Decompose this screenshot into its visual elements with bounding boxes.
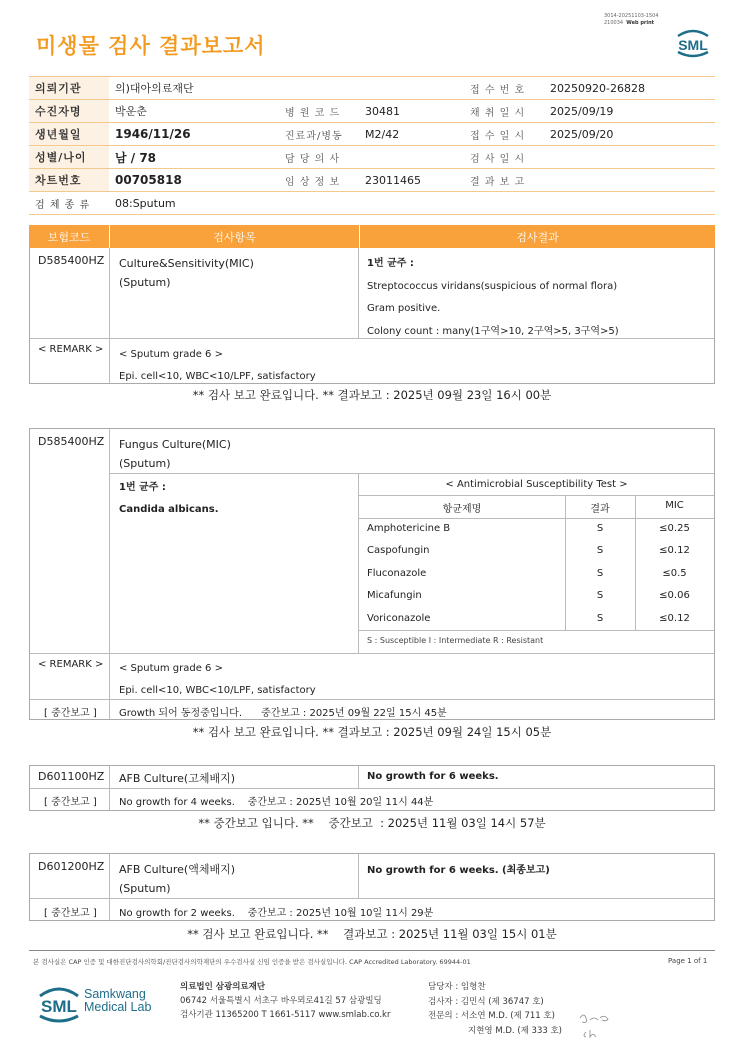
organization-info: 의료법인 삼광의료재단 06742 서울특별시 서초구 바우뫼로41길 57 삼광빌딩 검사기관 11365200 T 1661-5117 www.smlab.co.kr	[180, 982, 391, 1020]
staff-info: 담당자 : 임형찬 검사자 : 김민식 (제 36747 호) 전문의 : 서소연 M.D. (제 711 호) 지현영 M.D. (제 333 호)	[428, 982, 563, 1036]
ast-header-mic: MIC	[665, 500, 684, 511]
label: 성별/나이	[29, 146, 109, 169]
remark-text: < Sputum grade 6 > Epi. cell<10, WBC<10/LPF, satisfactory	[119, 663, 316, 696]
value: 1946/11/26	[109, 123, 279, 146]
col-item-header: 검사항목	[109, 225, 359, 248]
ast-result: S	[596, 545, 604, 557]
value: 의)대아의료재단	[109, 77, 464, 100]
label: 검 사 일 시	[464, 146, 544, 169]
result-block-2	[29, 428, 715, 720]
interim-label: [ 중간보고 ]	[44, 797, 97, 808]
result-block-1	[29, 248, 715, 384]
interim-text: Growth 되어 동정중입니다. 중간보고 : 2025년 09월 22일 15시 45분	[119, 708, 447, 719]
result-block-4	[29, 853, 715, 921]
ast-header-drug: 항균제명	[442, 504, 482, 515]
remark-text: < Sputum grade 6 > Epi. cell<10, WBC<10/LPF, satisfactory	[119, 349, 316, 382]
test-code: D601100HZ	[38, 770, 105, 783]
test-result: 1번 균주 : Streptococcus viridans(suspicious of normal flora) Gram positive. Colony count : many(1구역>10, 2구역>5, 3구역>5)	[367, 258, 619, 337]
ast-drug: Voriconazole	[367, 612, 431, 624]
ast-title: < Antimicrobial Susceptibility Test >	[359, 474, 714, 496]
value: 08:Sputum	[109, 192, 715, 215]
ast-drug: Micafungin	[367, 590, 422, 602]
report-title: 미생물 검사 결과보고서	[36, 34, 266, 58]
page-number: Page 1 of 1	[668, 957, 708, 965]
test-item: AFB Culture(액체배지) (Sputum)	[119, 863, 236, 895]
test-item: Fungus Culture(MIC) (Sputum)	[119, 438, 231, 470]
test-code: D585400HZ	[38, 435, 105, 448]
value: M2/42	[359, 123, 464, 146]
test-code: D601200HZ	[38, 860, 105, 873]
label: 임 상 정 보	[279, 169, 359, 192]
value: 23011465	[359, 169, 464, 192]
report-complete-4: ** 검사 보고 완료입니다. ** 결과보고 : 2025년 11월 03일 15시 01분	[187, 927, 557, 941]
interim-complete-3: ** 중간보고 입니다. ** 중간보고 : 2025년 11월 03일 14시 57분	[198, 816, 546, 830]
accreditation-note: 본 검사실은 CAP 인증 및 대한진단검사의학회/진단검사의학재단의 우수검사실 신임 인증을 받은 검사실입니다. CAP Accredited Laboratory. 69944-01	[33, 958, 471, 966]
ast-result: S	[596, 523, 604, 534]
value: 박운춘	[109, 100, 279, 123]
ast-legend: S : Susceptible I : Intermediate R : Resistant	[367, 636, 544, 645]
report-complete-1: ** 검사 보고 완료입니다. ** 결과보고 : 2025년 09월 23일 16시 00분	[192, 388, 552, 402]
document-code: 3014-20251103-1504 210034 Web print	[604, 13, 659, 26]
interim-text: No growth for 4 weeks. 중간보고 : 2025년 10월 20일 11시 44분	[119, 797, 434, 808]
ast-result: S	[596, 612, 604, 624]
ast-mic: ≤0.12	[659, 612, 690, 624]
ast-result: S	[596, 567, 604, 579]
sml-logo-text: SML	[678, 37, 708, 53]
label: 진료과/병동	[279, 123, 359, 146]
value	[544, 169, 715, 192]
label: 담 당 의 사	[279, 146, 359, 169]
interim-label: [ 중간보고 ]	[44, 708, 97, 719]
ast-mic: ≤0.25	[659, 523, 690, 534]
label: 생년월일	[29, 123, 109, 146]
label: 결 과 보 고	[464, 169, 544, 192]
interim-text: No growth for 2 weeks. 중간보고 : 2025년 10월 10일 11시 29분	[119, 908, 434, 919]
col-result-header: 검사결과	[359, 225, 715, 248]
value: 20250920-26828	[544, 77, 715, 100]
col-code-header: 보험코드	[47, 230, 91, 244]
strain: 1번 균주 : Candida albicans.	[119, 482, 219, 515]
sml-logo-text: SML	[41, 997, 77, 1016]
label: 차트번호	[29, 169, 109, 192]
label: 수진자명	[29, 100, 109, 123]
ast-drug: Amphotericine B	[367, 523, 451, 534]
label: 채 취 일 시	[464, 100, 544, 123]
ast-result: S	[596, 590, 604, 602]
label: 접 수 일 시	[464, 123, 544, 146]
ast-mic: ≤0.06	[659, 590, 690, 602]
interim-label: [ 중간보고 ]	[44, 908, 97, 919]
ast-drug: Caspofungin	[367, 545, 430, 557]
value: 00705818	[109, 169, 279, 192]
test-result: No growth for 6 weeks.	[367, 771, 499, 782]
remark-label: < REMARK >	[38, 344, 104, 355]
report-complete-2: ** 검사 보고 완료입니다. ** 결과보고 : 2025년 09월 24일 15시 05분	[192, 725, 552, 739]
label: 병 원 코 드	[279, 100, 359, 123]
sml-logo-icon	[672, 24, 714, 58]
value	[544, 146, 715, 169]
value: 2025/09/20	[544, 123, 715, 146]
result-block-3	[29, 765, 715, 811]
remark-label: < REMARK >	[38, 659, 104, 670]
ast-drug: Fluconazole	[367, 567, 427, 579]
ast-mic: ≤0.5	[662, 567, 687, 579]
value	[359, 146, 464, 169]
test-result: No growth for 6 weeks. (최종보고)	[367, 865, 550, 876]
value: 남 / 78	[109, 146, 279, 169]
footer-divider	[29, 950, 715, 951]
logo-name: Samkwang Medical Lab	[84, 987, 152, 1014]
signature-icon	[576, 1010, 616, 1040]
value: 30481	[359, 100, 464, 123]
value: 2025/09/19	[544, 100, 715, 123]
ast-table	[359, 496, 714, 631]
ast-header-result: 결과	[590, 504, 610, 515]
test-item: Culture&Sensitivity(MIC) (Sputum)	[119, 257, 254, 289]
patient-info-table	[29, 76, 715, 215]
test-item: AFB Culture(고체배지)	[119, 772, 236, 785]
test-code: D585400HZ	[38, 254, 105, 267]
label: 검 체 종 류	[29, 192, 109, 215]
ast-mic: ≤0.12	[659, 545, 690, 557]
result-table-header	[29, 225, 715, 248]
label: 접 수 번 호	[464, 77, 544, 100]
label: 의뢰기관	[29, 77, 109, 100]
sml-logo-icon	[36, 980, 82, 1026]
